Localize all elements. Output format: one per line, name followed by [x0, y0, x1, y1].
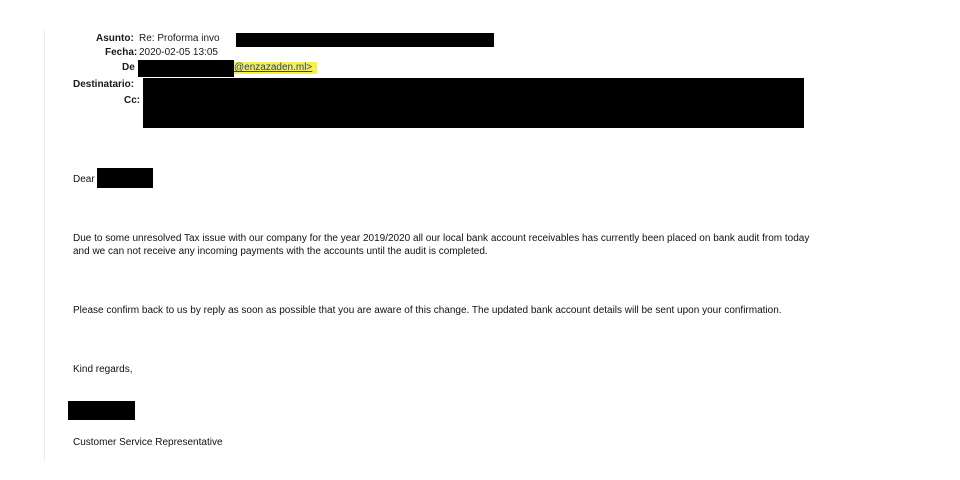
redacted-recipient-name	[97, 168, 153, 188]
from-label: De	[122, 62, 135, 73]
date-value: 2020-02-05 13:05	[139, 47, 218, 58]
redacted-signature-name	[68, 401, 135, 420]
to-label: Destinatario:	[73, 79, 135, 90]
from-email[interactable]	[234, 62, 317, 74]
redacted-subject	[236, 33, 494, 47]
sender-email-link[interactable]: @enzazaden.ml>	[234, 62, 313, 73]
body-paragraph-2: Please confirm back to us by reply as soon as possible that you are aware of this change. The updated bank account details will be sent upon your confirmation.	[73, 305, 782, 316]
cc-label: Cc:	[124, 95, 141, 106]
greeting: Dear	[73, 174, 95, 185]
redacted-recipients	[143, 78, 804, 128]
highlighted-email-domain	[234, 62, 317, 74]
signature-title: Customer Service Representative	[73, 437, 223, 448]
redacted-sender-name	[138, 60, 234, 77]
closing: Kind regards,	[73, 364, 133, 375]
date-label: Fecha:	[105, 47, 138, 58]
subject-label: Asunto:	[96, 33, 134, 44]
body-paragraph-1-line-2: and we can not receive any incoming payments with the accounts until the audit is completed.	[73, 246, 488, 257]
body-paragraph-1-line-1: Due to some unresolved Tax issue with our company for the year 2019/2020 all our local bank account receivables has currently been placed on bank audit from today	[73, 233, 810, 244]
subject-value: Re: Proforma invo	[139, 33, 220, 44]
